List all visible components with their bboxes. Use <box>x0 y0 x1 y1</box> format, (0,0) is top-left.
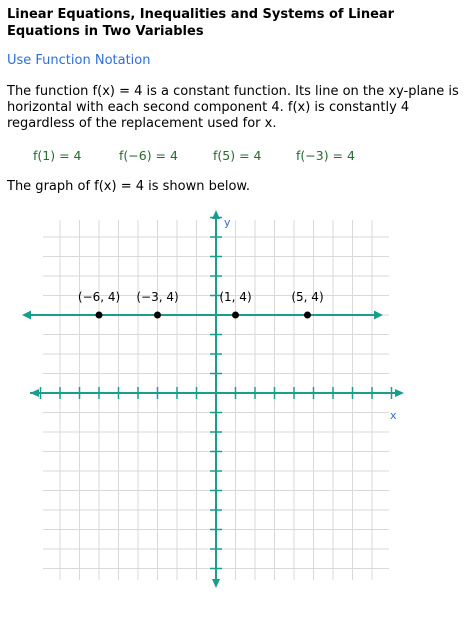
y-axis-label: y <box>224 216 231 229</box>
data-point <box>154 312 161 319</box>
axes <box>30 210 404 588</box>
explanation-paragraph: The function f(x) = 4 is a constant function. Its line on the xy-plane is horizontal with each second component 4. f(x) is constantly 4 regardless of the replacement used for x. <box>7 84 459 131</box>
x-axis-arrow-right <box>395 389 404 397</box>
data-point <box>232 312 239 319</box>
example-1: f(1) = 4 <box>33 148 82 163</box>
example-3: f(5) = 4 <box>213 148 262 163</box>
function-line-arrow-left <box>22 311 31 320</box>
graph-caption: The graph of f(x) = 4 is shown below. <box>7 179 251 194</box>
data-point <box>304 312 311 319</box>
data-point-label: (−3, 4) <box>136 290 179 304</box>
y-axis-arrow-down <box>212 579 220 588</box>
data-point <box>96 312 103 319</box>
x-axis-arrow-left <box>30 389 39 397</box>
page-title: Linear Equations, Inequalities and Systems of Linear Equations in Two Variables <box>7 7 395 39</box>
example-4: f(−3) = 4 <box>296 148 355 163</box>
data-point-label: (1, 4) <box>219 290 252 304</box>
x-axis-label: x <box>390 409 397 422</box>
data-point-label: (−6, 4) <box>77 290 121 304</box>
example-2: f(−6) = 4 <box>119 148 178 163</box>
function-line-arrow-right <box>374 311 383 320</box>
section-link[interactable]: Use Function Notation <box>7 53 151 68</box>
data-point-label: (5, 4) <box>291 290 324 304</box>
function-line <box>22 311 383 320</box>
